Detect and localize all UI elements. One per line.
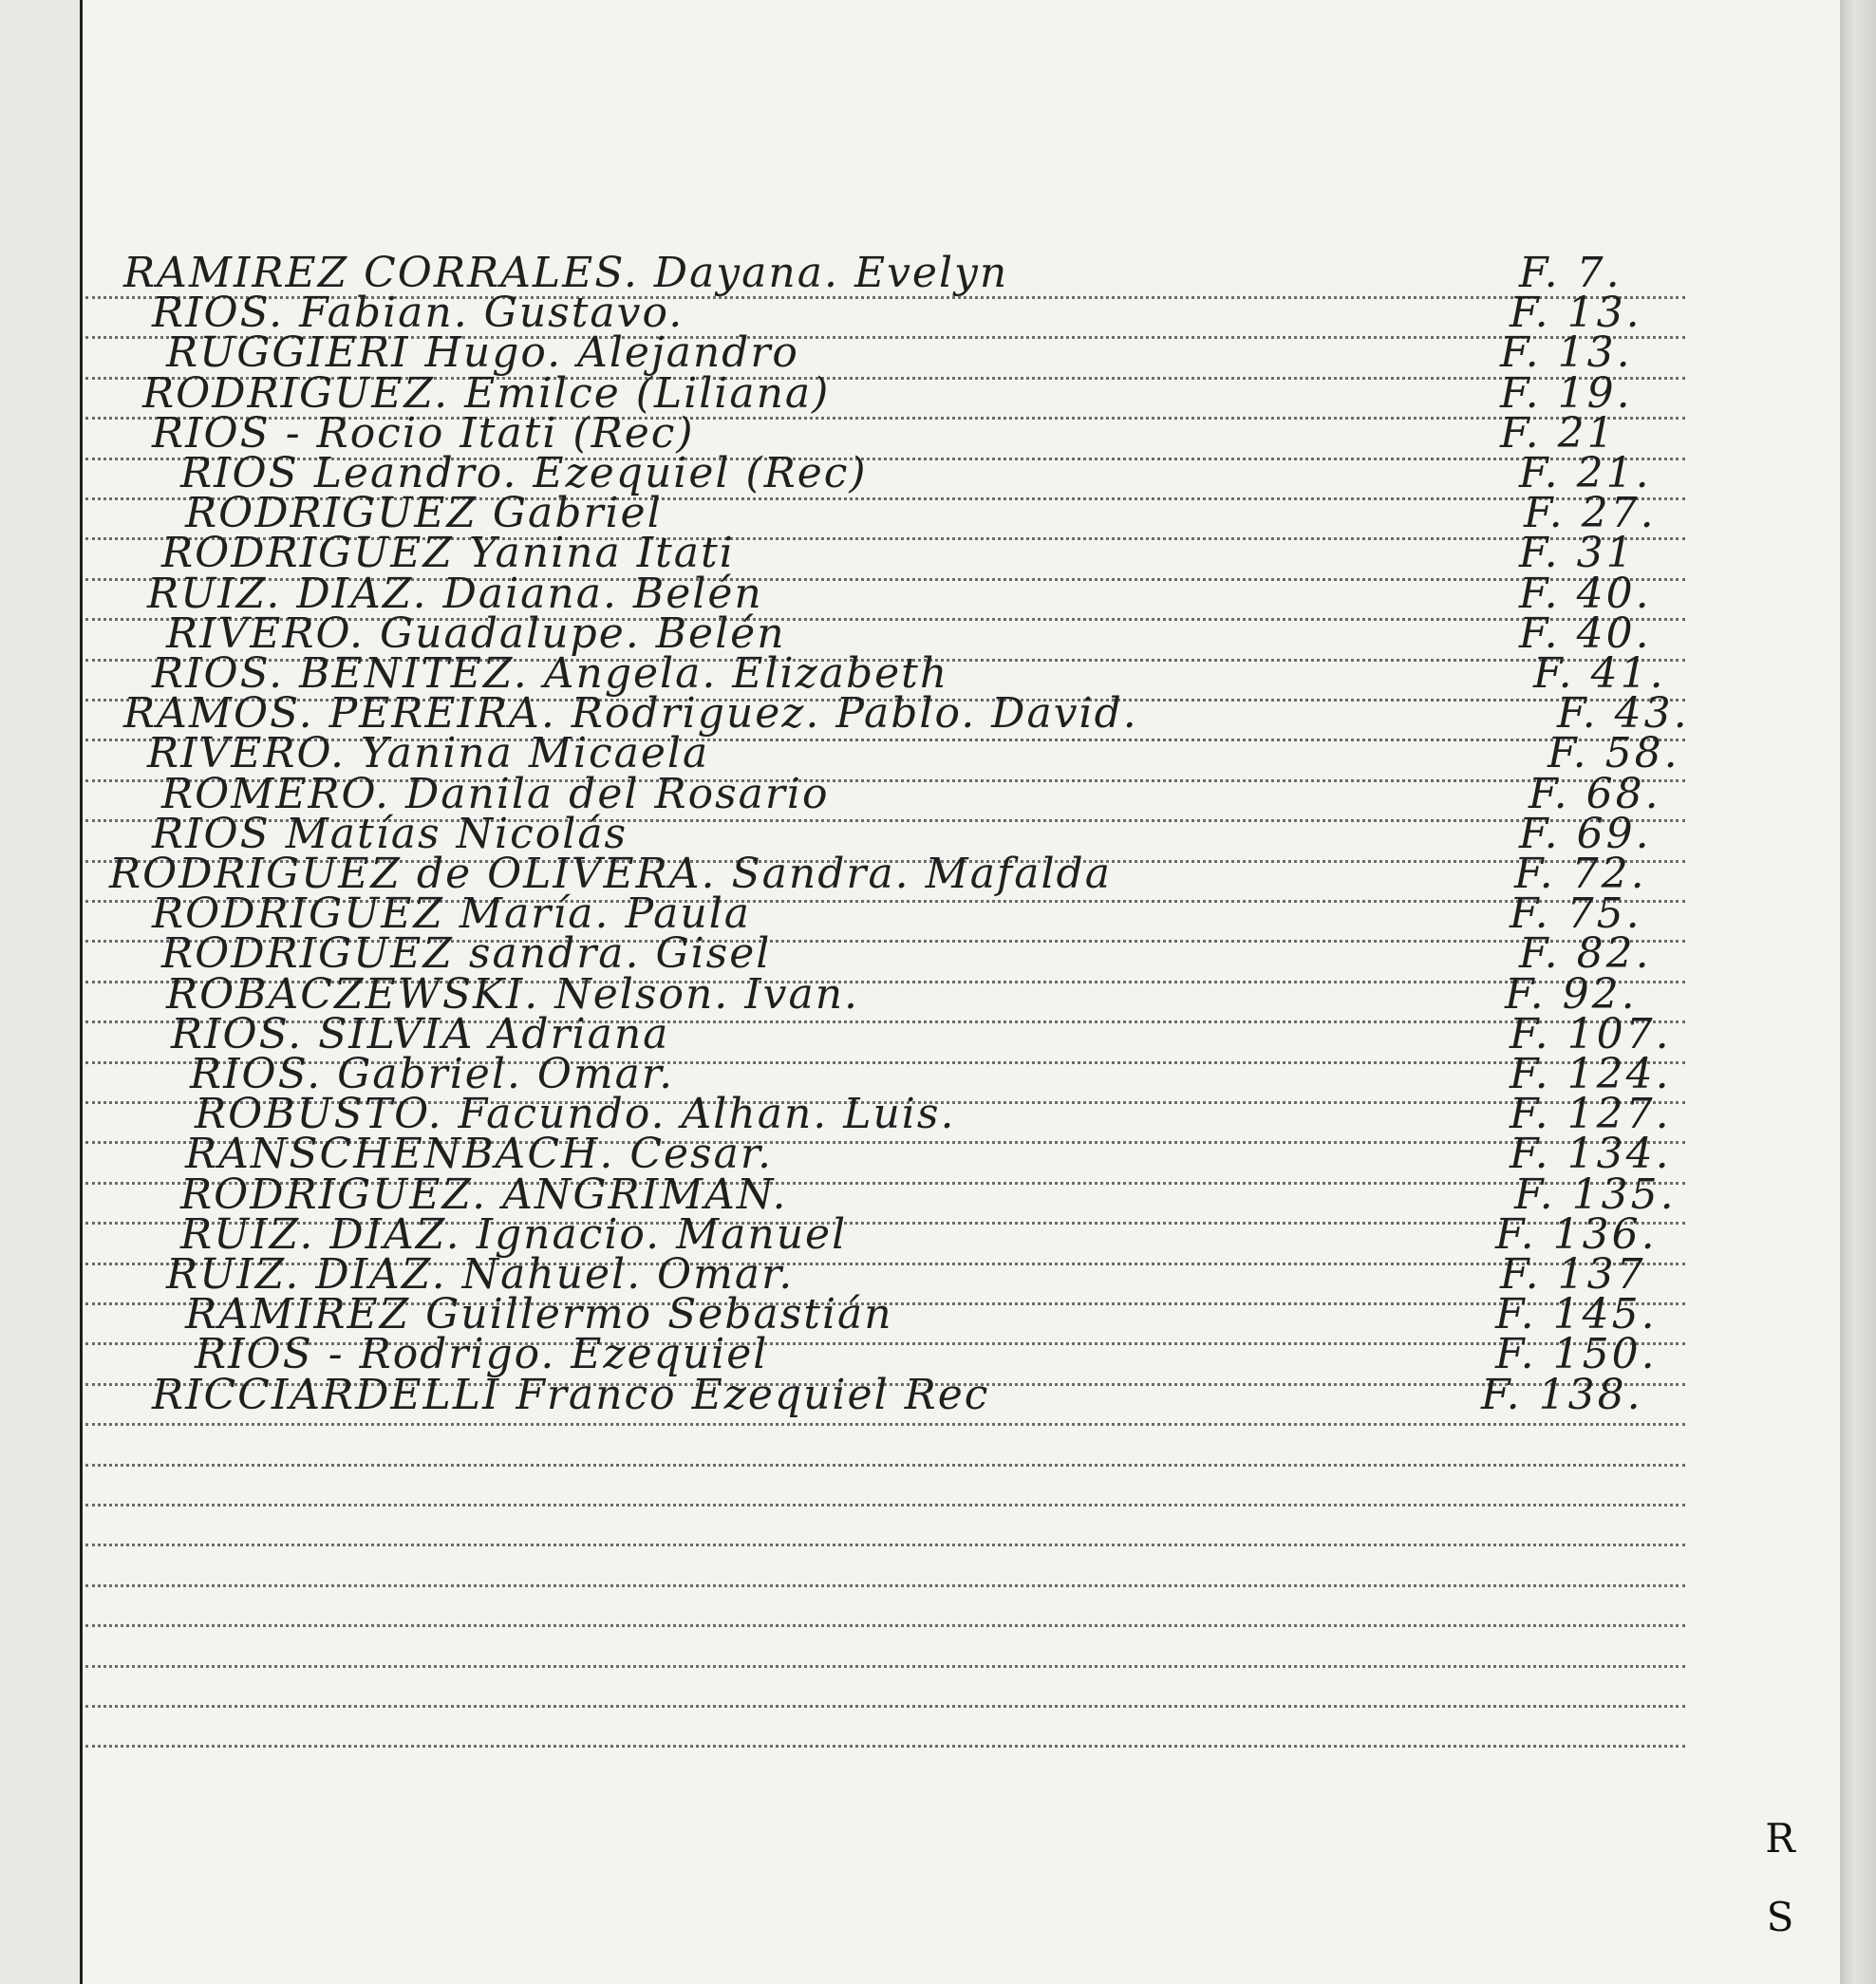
entry-folio: F. 124. [1510, 1050, 1672, 1098]
entry-folio: F. 7. [1519, 249, 1623, 297]
entry-folio: F. 82. [1519, 929, 1652, 978]
ruled-line [85, 1665, 1685, 1668]
entry-folio: F. 21. [1519, 449, 1652, 497]
entry-name: RODRIGUEZ. Emilce (Liliana) [142, 369, 831, 418]
entry-folio: F. 40. [1519, 570, 1652, 618]
entry-folio: F. 127. [1510, 1090, 1672, 1138]
entry-name: RIOS. BENITEZ. Angela. Elizabeth [152, 649, 949, 698]
entry-name: ROBUSTO. Facundo. Alhan. Luis. [195, 1090, 956, 1138]
entry-name: RIOS - Rocio Itati (Rec) [152, 409, 695, 458]
index-tab-r[interactable]: R [1765, 1815, 1795, 1862]
entry-name: RIOS - Rodrigo. Ezequiel [195, 1330, 769, 1378]
entry-folio: F. 136. [1495, 1210, 1658, 1259]
entry-folio: F. 58. [1548, 729, 1680, 777]
ruled-line [85, 1504, 1685, 1507]
entry-folio: F. 40. [1519, 609, 1652, 658]
entry-folio: F. 145. [1495, 1290, 1658, 1338]
entry-folio: F. 69. [1519, 810, 1652, 858]
ruled-line [85, 1705, 1685, 1708]
entry-folio: F. 19. [1500, 369, 1633, 418]
entry-name: RODRIGUEZ Gabriel [185, 489, 663, 537]
entry-name: RODRIGUEZ María. Paula [152, 889, 751, 938]
entry-name: ROMERO. Danila del Rosario [161, 770, 830, 818]
ruled-line [85, 1544, 1685, 1546]
entry-folio: F. 137 [1500, 1250, 1646, 1299]
entry-folio: F. 31 [1519, 529, 1636, 577]
entry-name: RUIZ. DIAZ. Ignacio. Manuel [180, 1210, 848, 1259]
entry-name: RIVERO. Guadalupe. Belén [166, 609, 786, 658]
ruled-line [85, 1423, 1685, 1426]
page-left-margin [0, 0, 83, 1984]
entry-name: RICCIARDELLI Franco Ezequiel Rec [152, 1371, 990, 1419]
entry-name: ROBACZEWSKI. Nelson. Ivan. [166, 970, 860, 1019]
entry-folio: F. 135. [1514, 1170, 1677, 1219]
entry-folio: F. 68. [1529, 770, 1661, 818]
entry-folio: F. 13. [1500, 328, 1633, 377]
entry-name: RAMOS. PEREIRA. Rodriguez. Pablo. David. [123, 689, 1138, 738]
entry-name: RODRIGUEZ. ANGRIMAN. [180, 1170, 788, 1219]
entry-folio: F. 21 [1500, 409, 1617, 458]
entry-folio: F. 13. [1510, 289, 1642, 337]
entry-folio: F. 92. [1505, 970, 1638, 1019]
index-tab-s[interactable]: S [1766, 1894, 1794, 1940]
entry-folio: F. 27. [1524, 489, 1657, 537]
ruled-line [85, 1584, 1685, 1587]
entry-folio: F. 150. [1495, 1330, 1658, 1378]
entry-name: RIOS. Fabian. Gustavo. [152, 289, 685, 337]
entry-folio: F. 72. [1514, 850, 1647, 898]
entry-folio: F. 134. [1510, 1130, 1672, 1178]
entry-name: RIOS Leandro. Ezequiel (Rec) [180, 449, 868, 497]
entry-name: RIOS. SILVIA Adriana [171, 1010, 670, 1058]
entry-name: RUIZ. DIAZ. Nahuel. Omar. [166, 1250, 795, 1299]
entry-name: RAMIREZ Guillermo Sebastián [185, 1290, 893, 1338]
entry-name: RUIZ. DIAZ. Daiana. Belén [147, 570, 763, 618]
entry-name: RIVERO. Yanina Micaela [147, 729, 710, 777]
page-right-edge [1840, 0, 1876, 1984]
entry-folio: F. 107. [1510, 1010, 1672, 1058]
entry-name: RODRIGUEZ sandra. Gisel [161, 929, 772, 978]
entry-folio: F. 138. [1481, 1371, 1643, 1419]
entry-name: RAMIREZ CORRALES. Dayana. Evelyn [123, 249, 1009, 297]
entry-name: RODRIGUEZ Yanina Itati [161, 529, 735, 577]
entry-name: RIOS Matías Nicolás [152, 810, 628, 858]
entry-folio: F. 43. [1557, 689, 1690, 738]
entry-folio: F. 75. [1510, 889, 1642, 938]
ruled-line [85, 1624, 1685, 1627]
entry-name: RODRIGUEZ de OLIVERA. Sandra. Mafalda [109, 850, 1112, 898]
entry-name: RANSCHENBACH. Cesar. [185, 1130, 774, 1178]
entry-folio: F. 41. [1533, 649, 1666, 698]
entry-name: RIOS. Gabriel. Omar. [190, 1050, 675, 1098]
ruled-line [85, 1745, 1685, 1748]
entry-name: RUGGIERI Hugo. Alejandro [166, 328, 799, 377]
ruled-line [85, 1464, 1685, 1467]
